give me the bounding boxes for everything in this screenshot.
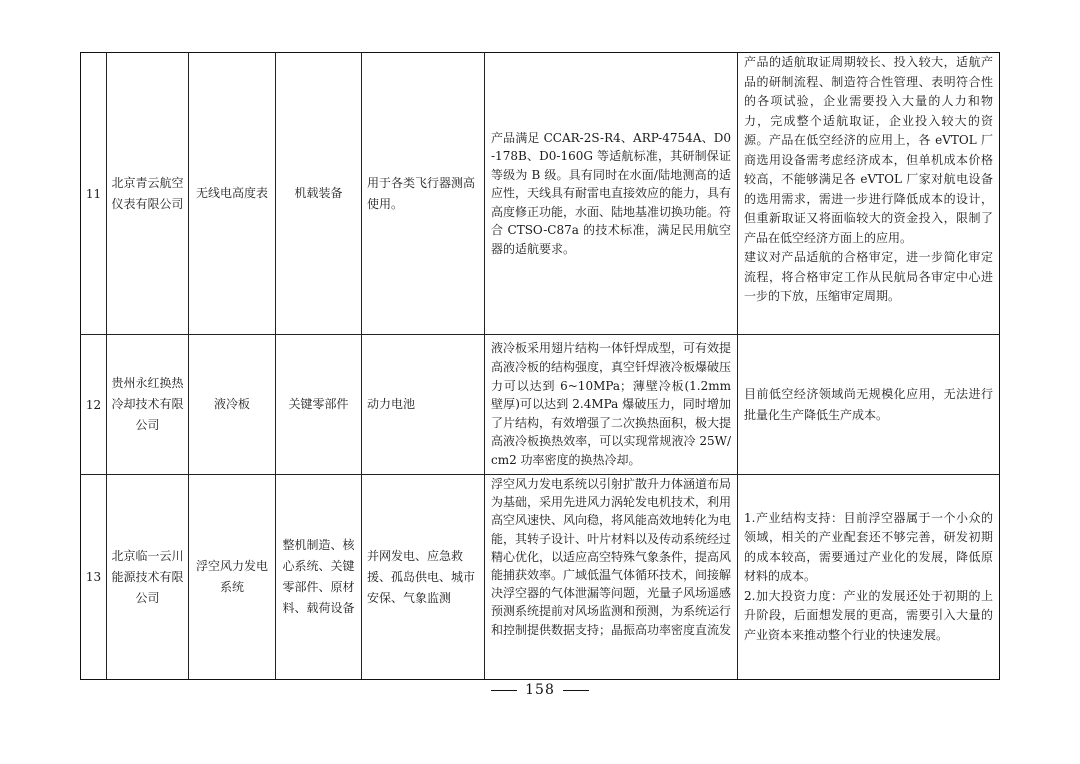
issues-suggestions: 1.产业结构支持：目前浮空器属于一个小众的领域，相关的产业配套还不够完善，研发初期的成本较高，需要通过产业化的发展，降低原材料的成本。 2.加大投资力度：产业的发展还处于初期的上升阶段，后面想发展的更高，需要引入大量的产业资本来推动整个行业的快速发展。 bbox=[738, 475, 1000, 680]
table-row bbox=[81, 475, 1000, 680]
table-row bbox=[81, 53, 1000, 335]
data-table bbox=[80, 52, 1000, 680]
dash-left bbox=[491, 690, 517, 691]
tech-description: 液冷板采用翅片结构一体钎焊成型，可有效提高液冷板的结构强度，真空钎焊液冷板爆破压力可以达到 6~10MPa；薄壁冷板(1.2mm 壁厚)可以达到 2.4MPa 爆破压力，同时增加了片结构，有效增强了二次换热面积，极大提高液冷板换热效率，可以实现常规液冷 25W/cm2 功率密度的换热冷却。 bbox=[485, 335, 738, 475]
issues-suggestions: 目前低空经济领域尚无规模化应用，无法进行批量化生产降低生产成本。 bbox=[738, 335, 1000, 475]
row-index: 11 bbox=[81, 53, 107, 335]
company-name: 贵州永红换热冷却技术有限公司 bbox=[107, 335, 189, 475]
page-number: 158 bbox=[525, 682, 555, 698]
application-field: 动力电池 bbox=[362, 335, 485, 475]
row-index: 12 bbox=[81, 335, 107, 475]
product-category: 关键零部件 bbox=[276, 335, 362, 475]
tech-description: 浮空风力发电系统以引射扩散升力体涵道布局为基础，采用先进风力涡轮发电机技术，利用高空风速快、风向稳，将风能高效地转化为电能，其转子设计、叶片材料以及传动系统经过精心优化，以适应高空特殊气象条件，提高风能捕获效率。广域低温气体循环技术，间接解决浮空器的气体泄漏等问题，光量子风场遥感预测系统提前对风场监测和预测，为系统运行和控制提供数据支持；晶振高功率密度直流发 bbox=[485, 475, 738, 680]
application-field: 用于各类飞行器测高使用。 bbox=[362, 53, 485, 335]
company-name: 北京临一云川能源技术有限公司 bbox=[107, 475, 189, 680]
product-name: 浮空风力发电系统 bbox=[189, 475, 276, 680]
page-footer bbox=[0, 682, 1080, 698]
application-field: 并网发电、应急救援、孤岛供电、城市安保、气象监测 bbox=[362, 475, 485, 680]
table-row bbox=[81, 335, 1000, 475]
product-name: 无线电高度表 bbox=[189, 53, 276, 335]
product-name: 液冷板 bbox=[189, 335, 276, 475]
dash-right bbox=[563, 690, 589, 691]
product-category: 整机制造、核心系统、关键零部件、原材料、载荷设备 bbox=[276, 475, 362, 680]
row-index: 13 bbox=[81, 475, 107, 680]
issues-suggestions: 产品的适航取证周期较长、投入较大，适航产品的研制流程、制造符合性管理、表明符合性的各项试验，企业需要投入大量的人力和物力，完成整个适航取证，企业投入较大的资源。产品在低空经济的应用上，各 eVTOL 厂商选用设备需考虑经济成本，但单机成本价格较高，不能够满足各 eVTOL 厂家对航电设备的选用需求，需进一步进行降低成本的设计，但重新取证又将面临较大的资金投入，限制了产品在低空经济方面上的应用。 建议对产品适航的合格审定，进一步简化审定流程，将合格审定工作从民航局各审定中心进一步的下放，压缩审定周期。 bbox=[738, 53, 1000, 335]
company-name: 北京青云航空仪表有限公司 bbox=[107, 53, 189, 335]
product-category: 机载装备 bbox=[276, 53, 362, 335]
tech-description: 产品满足 CCAR-2S-R4、ARP-4754A、D0-178B、D0-160G 等适航标准，其研制保证等级为 B 级。具有同时在水面/陆地测高的适应性，天线具有耐雷电直接效应的能力，具有高度修正功能，水面、陆地基准切换功能。符合 CTSO-C87a 的技术标准，满足民用航空器的适航要求。 bbox=[485, 53, 738, 335]
